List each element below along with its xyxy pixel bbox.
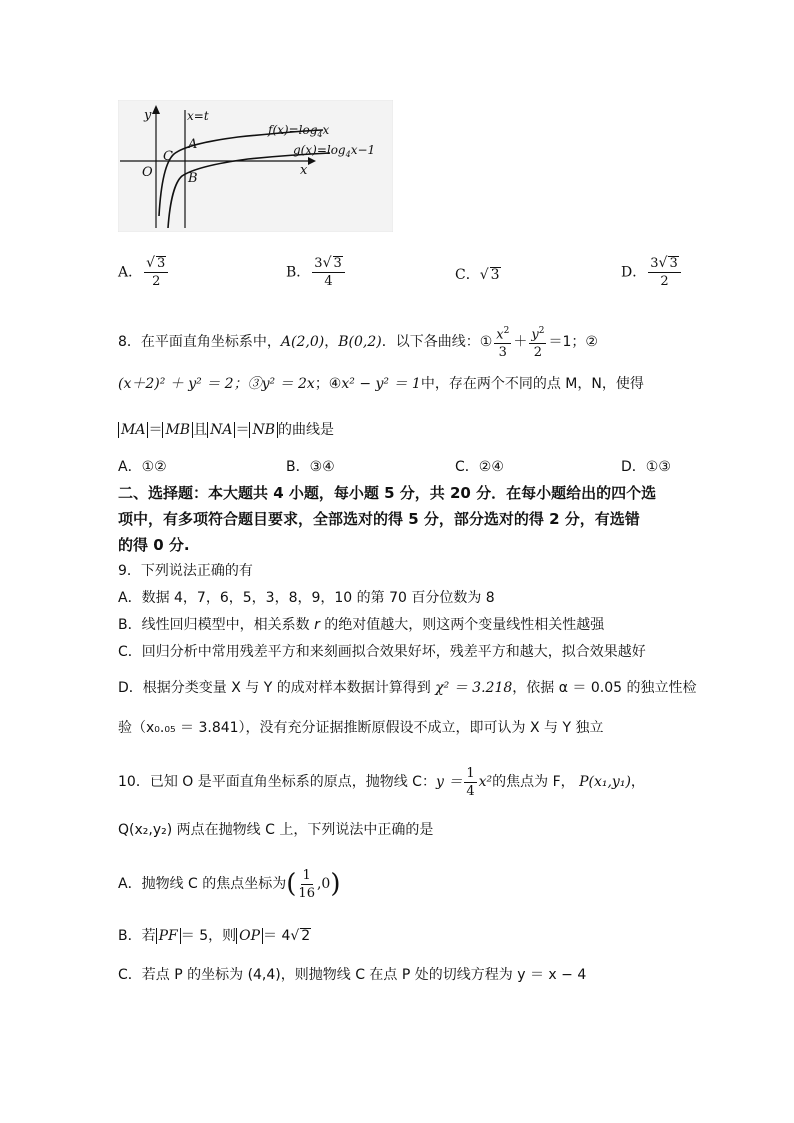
q10-option-c: C．若点 P 的坐标为 (4,4)，则抛物线 C 在点 P 处的切线方程为 y ＝ x − 4 [118,967,587,983]
q10-option-a: A．抛物线 C 的焦点坐标为( $\frac{1}{16}$ ,0) [118,867,341,901]
q7-option-d: D． $\frac{3√ 3}{2}$ [621,256,683,289]
q9-option-a: A．数据 4，7，6，5，3，8，9，10 的第 70 百分位数为 8 [118,590,495,606]
q9-option-d-line-1: D．根据分类变量 X 与 Y 的成对样本数据计算得到 χ² ＝ 3.218，依据 α ＝ 0.05 的独立性检 [118,680,697,696]
label-origin: O [142,165,153,180]
q8-line-1: 8．在平面直角坐标系中，A(2,0)，B(0,2)．以下各曲线：① $\frac{x^2}{3}$ ＋ $\frac{y^2}{2}$ ＝1；② [118,326,598,361]
label-x: x [300,163,308,178]
section-2-heading-line-2: 项中，有多项符合题目要求，全部选对的得 5 分，部分选对的得 2 分，有选错 [118,510,640,528]
q9-option-b: B．线性回归模型中，相关系数 r 的绝对值越大，则这两个变量线性相关性越强 [118,617,605,633]
q9-option-d-line-2: 验（x₀.₀₅ ＝ 3.841），没有充分证据推断原假设不成立，即可认为 X 与 Y 独立 [118,720,604,736]
label-point-a: A [188,137,198,152]
q8-option-b: B．③④ [286,459,335,475]
q7-option-a: A． $\frac{√ 3}{2}$ [118,256,170,289]
label-f-function: $f(x)=\log_4x$ [268,123,330,139]
label-g-function: $g(x)=\log_4x-1$ [293,143,376,159]
q10-option-b: B．若 PF ＝ 5，则 OP ＝ 4√ 2 [118,928,311,944]
q10-line-1: 10．已知 O 是平面直角坐标系的原点，抛物线 C：y ＝ $\frac{1}{4}$ x²的焦点为 F， P(x₁,y₁)， [118,765,645,799]
section-2-heading-line-3: 的得 0 分. [118,536,190,554]
section-2-heading-line-1: 二、选择题：本大题共 4 小题，每小题 5 分，共 20 分．在每小题给出的四个选 [118,484,657,502]
q8-line-2: (x＋2)² ＋ y² ＝ 2；③y² ＝ 2x；④x² − y² ＝ 1中，存在两个不同的点 M，N，使得 [118,376,644,392]
label-point-b: B [188,171,198,186]
q7-option-b: B． $\frac{3√ 3}{4}$ [286,256,347,289]
q8-line-3: MA ＝ MB 且 NA ＝ NB 的曲线是 [118,420,334,440]
q8-option-d: D．①③ [621,459,671,475]
q7-option-c: C．√ 3 [455,267,500,283]
q8-option-c: C．②④ [455,459,504,475]
q8-option-a: A．①② [118,459,167,475]
q10-line-2: Q(x₂,y₂) 两点在抛物线 C 上，下列说法中正确的是 [118,822,434,838]
log-graph-figure [118,100,393,232]
label-x-equals-t: x=t [187,109,209,123]
q9-option-c: C．回归分析中常用残差平方和来刻画拟合效果好坏，残差平方和越大，拟合效果越好 [118,644,646,660]
label-y: y [144,108,152,123]
label-point-c: C [163,149,173,164]
q9-stem: 9．下列说法正确的有 [118,563,253,579]
